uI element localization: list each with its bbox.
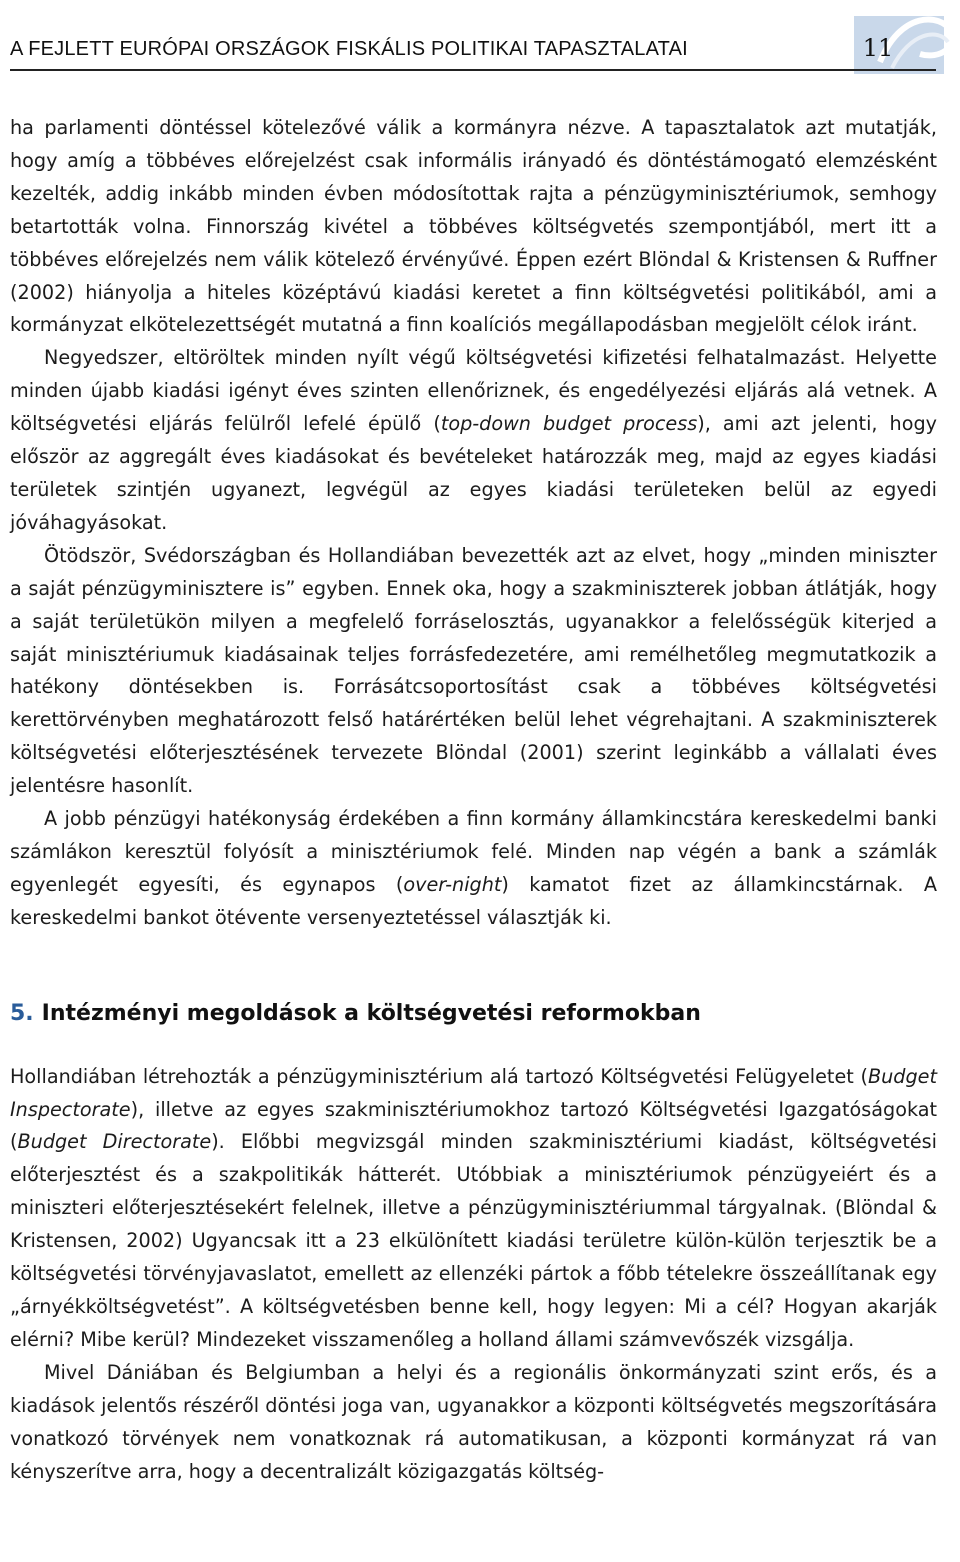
running-title: A FEJLETT EURÓPAI ORSZÁGOK FISKÁLIS POLITIKAI TAPASZTALATAI	[10, 38, 688, 60]
italic-term: over-night	[403, 872, 502, 896]
italic-term: Budget Inspectorate	[10, 1064, 937, 1121]
paragraph: Mivel Dániában és Belgiumban a helyi és a regionális önkormányzati szint erős, és a kiadások jelentős részéről döntési joga van, ugyanakkor a központi költségvetés megszorítására vonatkozó törvények nem vonatkoznak rá automatikusan, a központi kormányzat rá van kényszerítve arra, hogy a decentralizált közigazgatás költség-	[10, 1360, 937, 1483]
italic-term: Budget Directorate	[17, 1130, 212, 1154]
header-divider	[10, 69, 936, 71]
paragraph: Ötödször, Svédországban és Hollandiában bevezették azt az elvet, hogy „minden miniszter a saját pénzügyminisztere is” egyben. Ennek oka, hogy a szakminiszterek jobban átlátják, hogy a saját területükön milyen a megfelelő forráselosztás, ugyanakkor a felelősségük kiterjed a saját minisztériumuk kiadásainak teljes forrásfedezetére, ami remélhetőleg megmutatkozik a hatékony döntésekben is. Forrásátcsoportosítást csak a többéves költségvetési kerettörvényben meghatározott felső határértéken belül lehet végrehajtani. A szakminiszterek költségvetési előterjesztésének tervezete Blöndal (2001) szerint leginkább a vállalati éves jelentésre hasonlít.	[10, 543, 937, 798]
article-body	[10, 112, 937, 1488]
paragraph: Negyedszer, eltöröltek minden nyílt végű költségvetési kifizetési felhatalmazást. Helyette minden újabb kiadási igényt éves szinten ellenőriznek, és engedélyezési eljárás alá vetnek. A költségvetési eljárás felülről lefelé épülő (top-down budget process), ami azt jelenti, hogy először az aggregált éves kiadásokat és bevételeket határozzák meg, majd az egyes kiadási területek szintjén ugyanezt, legvégül az egyes kiadási területeken belül az egyedi jóváhagyásokat.	[10, 346, 937, 534]
paragraph: A jobb pénzügyi hatékonyság érdekében a finn kormány államkincstára kereskedelmi banki számlákon keresztül folyósít a minisztériumok felé. Minden nap végén a bank a számlák egyenlegét egyesíti, és egynapos (over-night) kamatot fizet az államkincstárnak. A kereskedelmi bankot ötévente versenyeztetéssel választják ki.	[10, 807, 937, 929]
paragraph: ha parlamenti döntéssel kötelezővé válik a kormányra nézve. A tapasztalatok azt mutatják, hogy amíg a többéves előrejelzést csak informális irányadó és döntéstámogató elemzésként kezelték, addig inkább minden évben módosítottak rajta a pénzügyminisztériumok, semhogy betartották volna. Finnország kivétel a többéves költségvetés szempontjából, mert itt a többéves előrejelzés nem válik kötelező érvényűvé. Éppen ezért Blöndal & Kristensen & Ruffner (2002) hiányolja a hiteles középtávú kiadási keretet a finn költségvetési politikából, ami a kormányzat elkötelezettségét mutatná a finn koalíciós megállapodásban megjelölt célok iránt.	[10, 116, 937, 337]
section-number: 5.	[10, 1000, 34, 1026]
running-header	[10, 30, 936, 72]
section-heading	[10, 999, 937, 1029]
italic-term: top-down budget process	[440, 412, 698, 436]
section-title: Intézményi megoldások a költségvetési reformokban	[41, 1000, 701, 1026]
page-number: 11	[862, 34, 894, 62]
paragraph: Hollandiában létrehozták a pénzügyminisztérium alá tartozó Költségvetési Felügyeletet (Budget Inspectorate), illetve az egyes szakminisztériumokhoz tartozó Költségvetési Igazgatóságokat (Budget Directorate). Előbbi megvizsgál minden szakminisztériumi kiadást, költségvetési előterjesztést és a szakpolitikák hátterét. Utóbbiak a minisztériumok pénzügyeiért és a miniszteri előterjesztésekért felelnek, illetve a pénzügyminisztériummal tárgyalnak. (Blöndal & Kristensen, 2002) Ugyancsak itt a 23 elkülönített kiadási területre külön-külön terjesztik be a költségvetési törvényjavaslatot, emellett az ellenzéki pártok a főbb tételekre összeállítanak egy „árnyékköltségvetést”. A költségvetésben benne kell, hogy legyen: Mi a cél? Hogyan akarják elérni? Mibe kerül? Mindezeket visszamenőleg a holland állami számvevőszék vizsgálja.	[10, 1064, 937, 1351]
